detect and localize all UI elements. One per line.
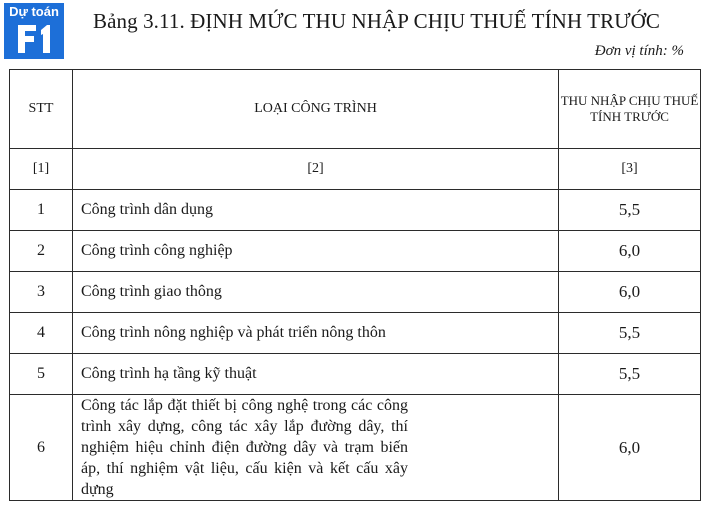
table-row — [10, 190, 701, 231]
table-row — [10, 354, 701, 395]
index-cell: [2] — [73, 149, 559, 190]
row-stt: 2 — [10, 231, 73, 272]
table-row — [10, 231, 701, 272]
unit-note: Đơn vị tính: % — [594, 43, 684, 59]
header-row — [10, 70, 701, 149]
header-type: LOẠI CÔNG TRÌNH — [73, 70, 559, 149]
row-value: 6,0 — [559, 272, 701, 313]
row-value: 6,0 — [559, 395, 701, 501]
row-stt: 4 — [10, 313, 73, 354]
table-row — [10, 272, 701, 313]
header-stt: STT — [10, 70, 73, 149]
row-stt: 3 — [10, 272, 73, 313]
tax-income-table — [9, 69, 701, 501]
table-title: Bảng 3.11. ĐỊNH MỨC THU NHẬP CHỊU THUẾ TÍNH TRƯỚC — [93, 9, 660, 33]
row-type: Công trình dân dụng — [73, 190, 559, 231]
index-row — [10, 149, 701, 190]
row-value: 5,5 — [559, 190, 701, 231]
logo-text: Dự toán — [9, 4, 59, 19]
row-value: 5,5 — [559, 354, 701, 395]
header-value-text: THU NHẬP CHỊU THUẾ TÍNH TRƯỚC — [560, 93, 699, 124]
table-row — [10, 395, 701, 501]
row-stt: 5 — [10, 354, 73, 395]
row-type: Công trình nông nghiệp và phát triển nông thôn — [73, 313, 559, 354]
row-type: Công trình giao thông — [73, 272, 559, 313]
header-value — [559, 70, 701, 149]
table-row — [10, 313, 701, 354]
logo-f1-mark — [14, 21, 54, 55]
row-stt: 1 — [10, 190, 73, 231]
row-type: Công trình hạ tầng kỹ thuật — [73, 354, 559, 395]
brand-logo — [4, 3, 64, 59]
index-cell: [3] — [559, 149, 701, 190]
row-value: 5,5 — [559, 313, 701, 354]
row-value: 6,0 — [559, 231, 701, 272]
index-cell: [1] — [10, 149, 73, 190]
row-type: Công trình công nghiệp — [73, 231, 559, 272]
row-type: Công tác lắp đặt thiết bị công nghệ trong các công trình xây dựng, công tác xây lắp đường dây, thí nghiệm hiệu chỉnh điện đường dây và trạm biến áp, thí nghiệm vật liệu, cấu kiện và kết cấu xây dựng — [73, 395, 559, 501]
row-stt: 6 — [10, 395, 73, 501]
